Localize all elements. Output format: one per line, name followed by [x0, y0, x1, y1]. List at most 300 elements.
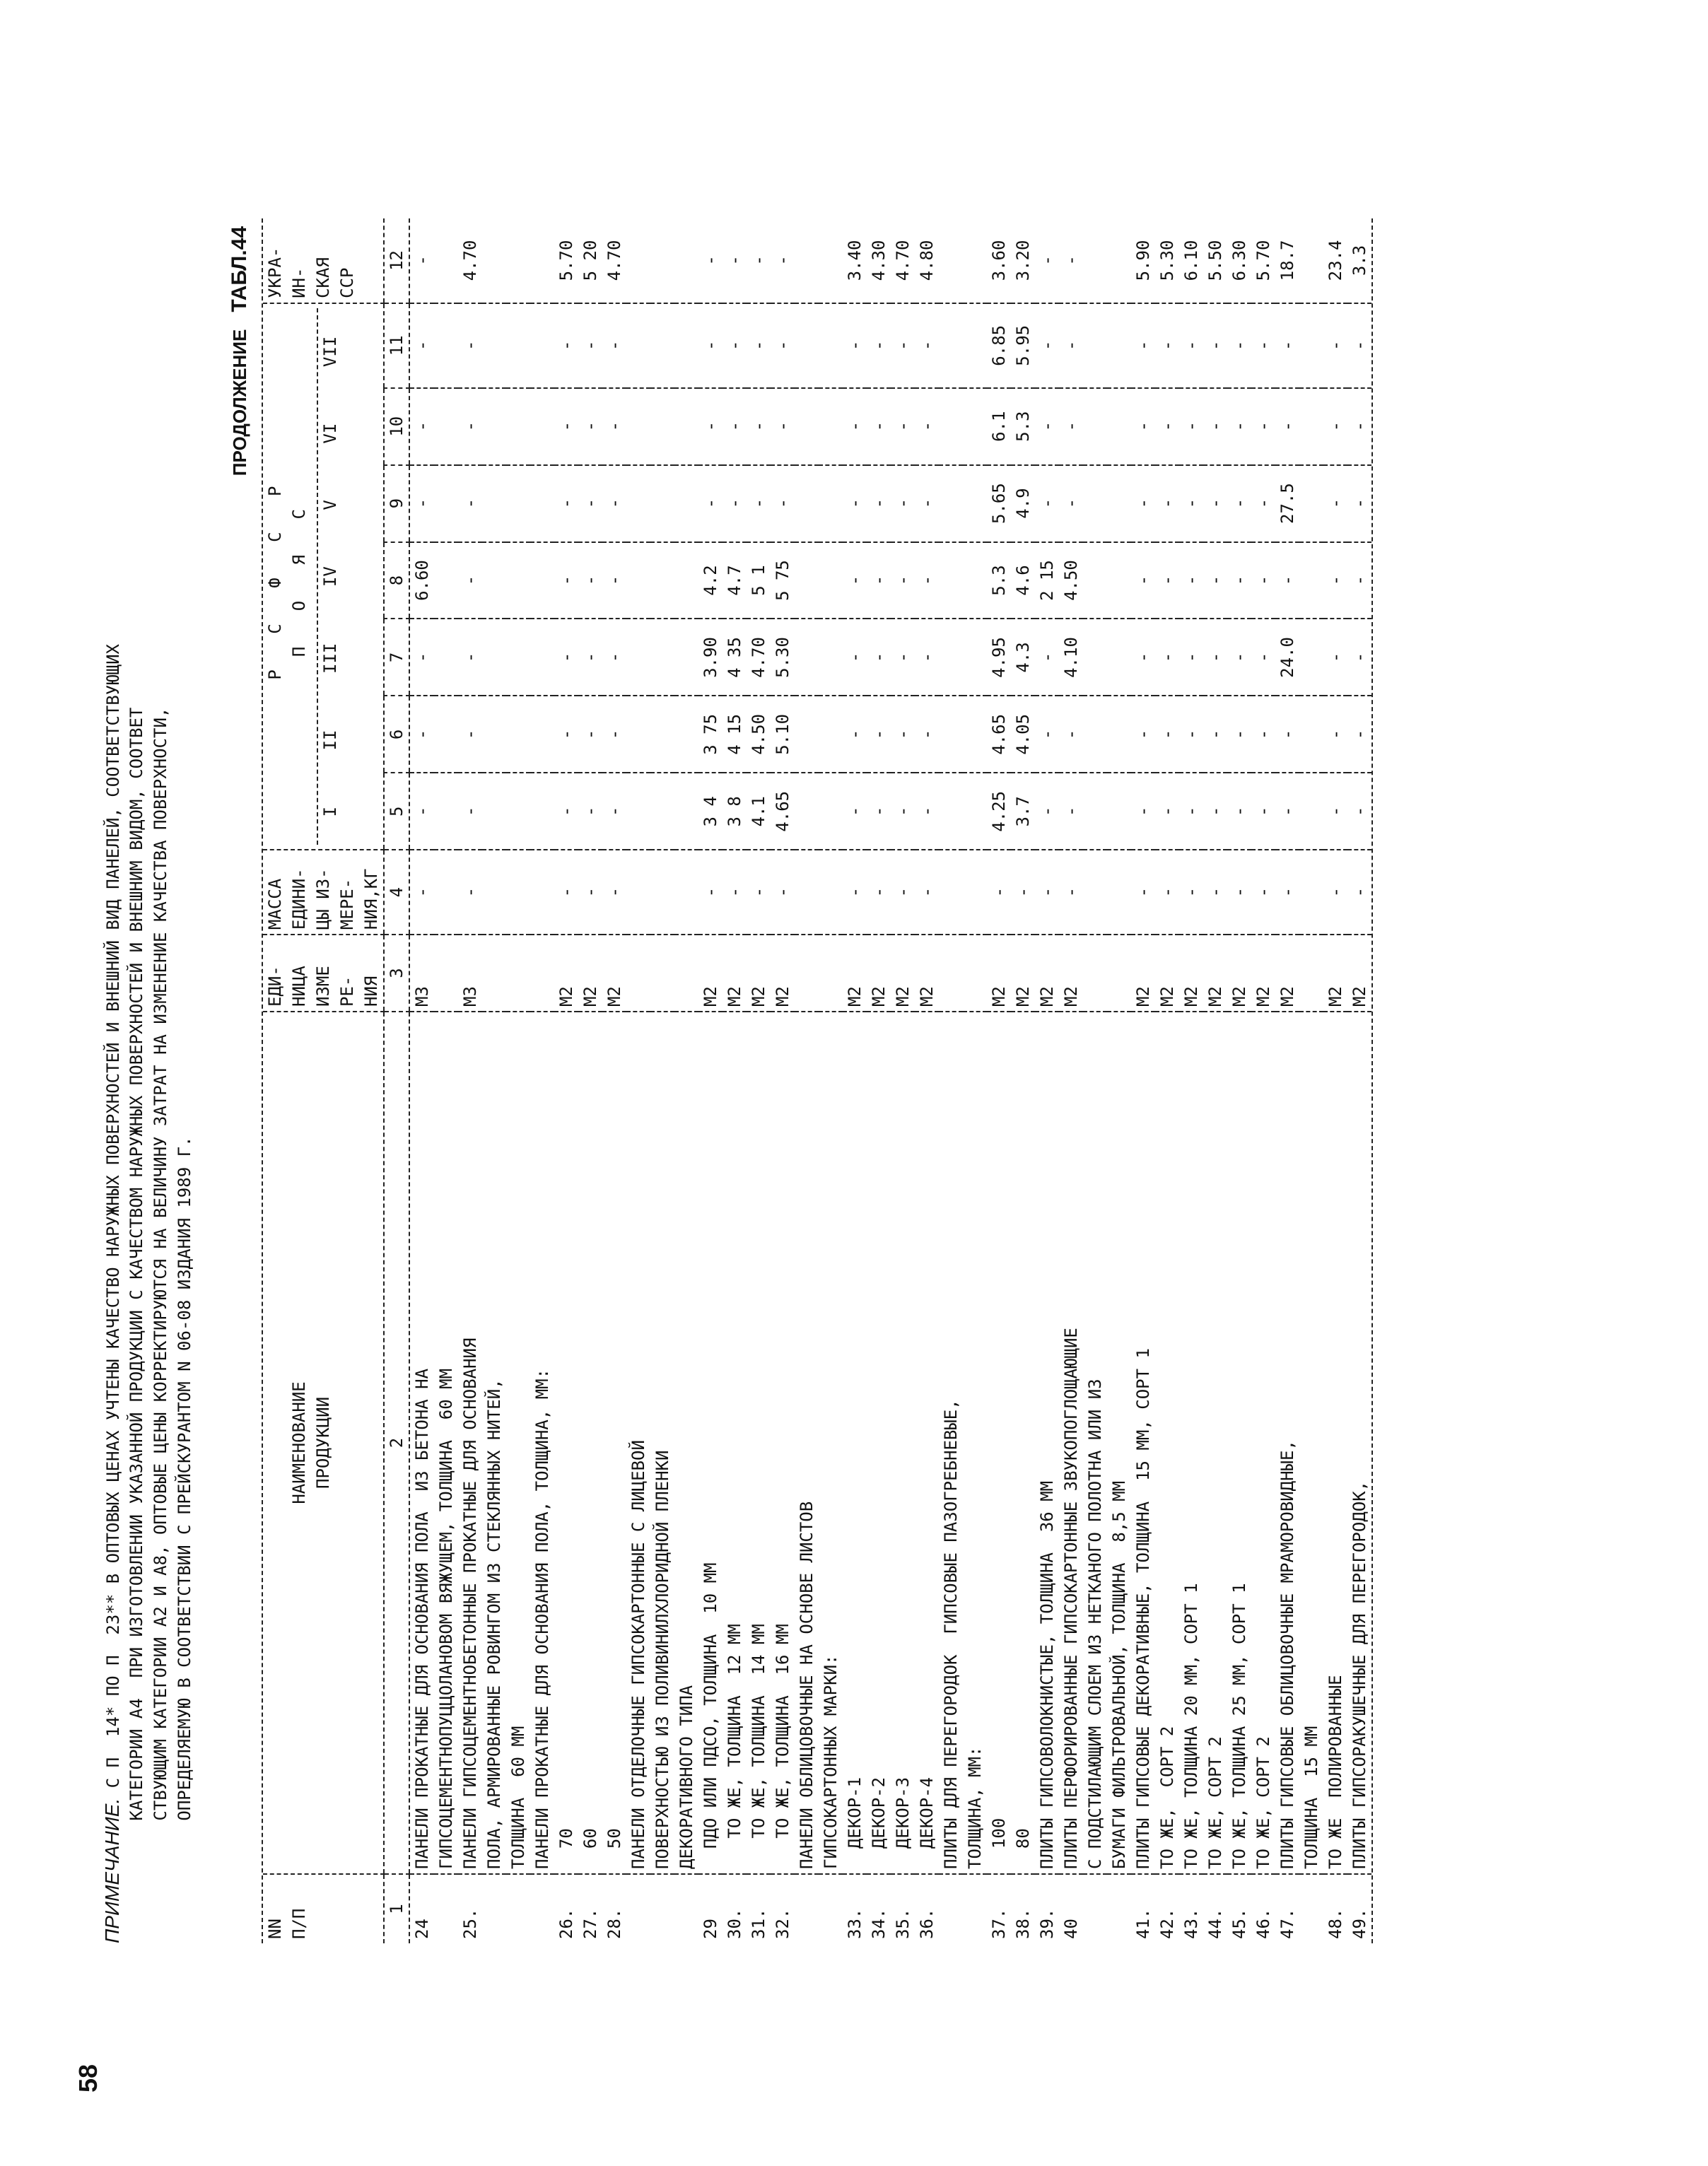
cell-price: - — [1131, 542, 1155, 619]
table-row — [1035, 218, 1059, 1943]
cell-price — [1083, 773, 1107, 850]
cell-price: - — [554, 773, 578, 850]
cell-mass: - — [1251, 850, 1275, 935]
table-row — [482, 218, 506, 1943]
cell-price: - — [1323, 388, 1347, 465]
cell-number — [819, 1874, 843, 1943]
cell-number: 28. — [604, 1908, 624, 1939]
note-label: ПРИМЕЧАНИЕ. — [101, 1798, 123, 1943]
cell-product-name: ДЕКОРАТИВНОГО ТИПА — [674, 1012, 698, 1874]
cell-price: 5.95 — [1011, 303, 1035, 388]
cell-product-name: ПЛИТЫ ДЛЯ ПЕРЕГОРОДОК ГИПСОВЫЕ ПАЗОГРЕБНЕВЫЕ, — [939, 1012, 963, 1874]
cell-unit: М2 — [1275, 935, 1299, 1012]
cell-price: - — [409, 465, 434, 542]
cell-product-name: ПАНЕЛИ ПРОКАТНЫЕ ДЛЯ ОСНОВАНИЯ ПОЛА ИЗ БЕТОНА НА — [409, 1012, 434, 1874]
cell-unit: М2 — [1203, 935, 1227, 1012]
cell-price: 5.70 — [554, 218, 578, 303]
table-row — [1059, 218, 1083, 1943]
table-row — [1323, 218, 1347, 1943]
cell-price: - — [698, 303, 723, 388]
cell-price: - — [915, 465, 939, 542]
cell-price — [482, 303, 506, 388]
cell-price — [650, 542, 674, 619]
cell-price — [650, 696, 674, 773]
cell-price: - — [843, 619, 867, 696]
cell-mass — [506, 850, 530, 935]
cell-unit: М2 — [698, 935, 723, 1012]
cell-price — [506, 696, 530, 773]
cell-mass: - — [1227, 850, 1251, 935]
table-row — [698, 218, 723, 1943]
cell-price: - — [1155, 619, 1179, 696]
cell-price — [434, 218, 458, 303]
cell-price: - — [602, 303, 626, 388]
cell-price: 4.70 — [747, 619, 771, 696]
cell-price — [674, 303, 698, 388]
cell-product-name: ГИПСОЦЕМЕНТНОПУЦЦОЛАНОВОМ ВЯЖУЩЕМ, ТОЛЩИНА 60 ММ — [434, 1012, 458, 1874]
cell-price — [530, 619, 554, 696]
table-row — [795, 218, 819, 1943]
cell-product-name: ТО ЖЕ, ТОЛЩИНА 12 ММ — [723, 1012, 747, 1874]
cell-price — [795, 303, 819, 388]
cell-price — [795, 619, 819, 696]
cell-product-name: С ПОДСТИЛАЮЩИМ СЛОЕМ ИЗ НЕТКАНОГО ПОЛОТНА ИЛИ ИЗ — [1083, 1012, 1107, 1874]
cell-price: 4.95 — [987, 619, 1011, 696]
cell-price — [506, 773, 530, 850]
cell-price: - — [1347, 465, 1371, 542]
cell-product-name: ПАНЕЛИ ГИПСОЦЕМЕНТНОБЕТОННЫЕ ПРОКАТНЫЕ ДЛЯ ОСНОВАНИЯ — [458, 1012, 482, 1874]
cell-price: - — [891, 619, 915, 696]
cell-price: - — [578, 696, 602, 773]
table-body — [409, 218, 1371, 1943]
cell-price: - — [578, 303, 602, 388]
cell-unit — [963, 935, 987, 1012]
cell-unit: М3 — [458, 935, 482, 1012]
cell-product-name: ДЕКОР-1 — [843, 1012, 867, 1874]
cell-price: - — [1203, 388, 1227, 465]
cell-number: 34. — [869, 1908, 889, 1939]
cell-price: 4.2 — [698, 542, 723, 619]
cell-price: - — [1251, 619, 1275, 696]
cell-price: - — [843, 542, 867, 619]
cell-mass — [939, 850, 963, 935]
cell-unit: М2 — [1179, 935, 1203, 1012]
table-row — [1299, 218, 1323, 1943]
table-row — [506, 218, 530, 1943]
cell-product-name: ТО ЖЕ, ТОЛЩИНА 16 ММ — [771, 1012, 795, 1874]
cell-price — [795, 218, 819, 303]
cell-price: - — [458, 773, 482, 850]
cell-price — [1299, 303, 1323, 388]
cell-price: - — [1035, 388, 1059, 465]
cell-price — [530, 218, 554, 303]
cell-price: - — [1227, 619, 1251, 696]
cell-unit — [819, 935, 843, 1012]
cell-price: - — [1131, 303, 1155, 388]
cell-price — [434, 388, 458, 465]
note-paragraph — [100, 105, 197, 1943]
cell-price: - — [1179, 303, 1203, 388]
cell-price: - — [1179, 619, 1203, 696]
cell-price: 4.9 — [1011, 465, 1035, 542]
cell-price: - — [867, 773, 891, 850]
cell-price — [434, 465, 458, 542]
cell-price: - — [1347, 773, 1371, 850]
cell-price: 4 15 — [723, 696, 747, 773]
cell-unit — [1107, 935, 1131, 1012]
cell-price: - — [747, 303, 771, 388]
cell-price: - — [698, 465, 723, 542]
cell-price: - — [1179, 388, 1203, 465]
cell-price — [506, 619, 530, 696]
table-row — [650, 218, 674, 1943]
cell-price: - — [578, 465, 602, 542]
cell-mass: - — [1035, 850, 1059, 935]
cell-price — [482, 465, 506, 542]
cell-number: 49. — [1350, 1908, 1369, 1939]
cell-product-name: ДЕКОР-3 — [891, 1012, 915, 1874]
cell-number: 35. — [893, 1908, 913, 1939]
cell-price: - — [1347, 696, 1371, 773]
cell-price — [963, 542, 987, 619]
cell-price — [530, 465, 554, 542]
cell-price: 5 1 — [747, 542, 771, 619]
cell-mass: - — [747, 850, 771, 935]
cell-price: 5.3 — [1011, 388, 1035, 465]
cell-price — [939, 619, 963, 696]
cell-price — [939, 218, 963, 303]
table-row — [434, 218, 458, 1943]
cell-price: 5 75 — [771, 542, 795, 619]
cell-number — [1107, 1874, 1131, 1943]
cell-price — [674, 619, 698, 696]
cell-product-name: ТОЛЩИНА, ММ: — [963, 1012, 987, 1874]
cell-price: - — [1179, 465, 1203, 542]
col-header-mass: МАССА ЕДИНИ- ЦЫ ИЗ- МЕРЕ- НИЯ,КГ — [263, 850, 384, 935]
cell-price — [819, 619, 843, 696]
cell-mass: - — [891, 850, 915, 935]
cell-price — [1107, 465, 1131, 542]
cell-mass — [530, 850, 554, 935]
cell-number — [650, 1874, 674, 1943]
cell-price: 24.0 — [1275, 619, 1299, 696]
cell-price: - — [1179, 542, 1203, 619]
table-row — [626, 218, 650, 1943]
cell-price: 5.30 — [1155, 218, 1179, 303]
cell-price: 4.30 — [867, 218, 891, 303]
cell-price — [626, 218, 650, 303]
cell-product-name: ТО ЖЕ, СОРТ 2 — [1203, 1012, 1227, 1874]
cell-product-name: ТОЛЩИНА 60 ММ — [506, 1012, 530, 1874]
cell-price: 4.70 — [602, 218, 626, 303]
cell-unit — [434, 935, 458, 1012]
cell-number: 44. — [1205, 1908, 1225, 1939]
cell-unit — [506, 935, 530, 1012]
cell-price: - — [891, 465, 915, 542]
cell-price — [506, 218, 530, 303]
cell-price — [626, 542, 650, 619]
cell-price: - — [723, 388, 747, 465]
cell-unit: М2 — [554, 935, 578, 1012]
cell-price — [819, 388, 843, 465]
cell-product-name: ПДО ИЛИ ПДСО, ТОЛЩИНА 10 ММ — [698, 1012, 723, 1874]
cell-price: 3.7 — [1011, 773, 1035, 850]
cell-number: 33. — [845, 1908, 865, 1939]
cell-price — [939, 388, 963, 465]
cell-price — [650, 388, 674, 465]
cell-number — [482, 1874, 506, 1943]
cell-price: - — [1251, 465, 1275, 542]
cell-price — [434, 303, 458, 388]
cell-unit: М2 — [891, 935, 915, 1012]
cell-price: - — [1275, 388, 1299, 465]
cell-unit — [1299, 935, 1323, 1012]
cell-unit: М2 — [1251, 935, 1275, 1012]
cell-price: 5 20 — [578, 218, 602, 303]
cell-price: - — [1155, 696, 1179, 773]
cell-price — [674, 465, 698, 542]
table-row — [771, 218, 795, 1943]
cell-number: 36. — [917, 1908, 937, 1939]
cell-price — [674, 696, 698, 773]
cell-price — [626, 465, 650, 542]
cell-price — [530, 303, 554, 388]
cell-price: - — [1227, 465, 1251, 542]
note-line: ПРИМЕЧАНИЕ. С П 14* ПО П 23** В ОПТОВЫХ ЦЕНАХ УЧТЕНЫ КАЧЕСТВО НАРУЖНЫХ ПОВЕРХНОСТЕЙ И ВНЕШНИЙ ВИД ПАНЕЛЕЙ, СООТВЕТСТВУЮЩИХ — [101, 644, 123, 1943]
cell-price: - — [458, 619, 482, 696]
cell-unit: М2 — [1131, 935, 1155, 1012]
cell-price: 4.1 — [747, 773, 771, 850]
cell-price — [434, 542, 458, 619]
cell-mass: - — [602, 850, 626, 935]
cell-price: 5.90 — [1131, 218, 1155, 303]
cell-number — [626, 1874, 650, 1943]
cell-price: - — [1323, 303, 1347, 388]
cell-unit: М2 — [1155, 935, 1179, 1012]
cell-price: - — [1347, 619, 1371, 696]
cell-price: - — [554, 542, 578, 619]
cell-price — [626, 773, 650, 850]
cell-number: 32. — [773, 1908, 792, 1939]
cell-product-name: ТОЛЩИНА 15 ММ — [1299, 1012, 1323, 1874]
cell-price — [650, 619, 674, 696]
table-row — [987, 218, 1011, 1943]
cell-mass: - — [458, 850, 482, 935]
cell-price — [939, 696, 963, 773]
cell-unit — [530, 935, 554, 1012]
cell-price: - — [1179, 696, 1203, 773]
table-row — [674, 218, 698, 1943]
cell-price — [1299, 696, 1323, 773]
cell-price: - — [554, 465, 578, 542]
cell-price — [650, 773, 674, 850]
cell-price: - — [578, 542, 602, 619]
cell-price: 6.85 — [987, 303, 1011, 388]
cell-product-name: ДЕКОР-2 — [867, 1012, 891, 1874]
cell-number: 38. — [1013, 1908, 1033, 1939]
cell-price: - — [409, 303, 434, 388]
cell-price — [506, 465, 530, 542]
cell-product-name: ТО ЖЕ, СОРТ 2 — [1155, 1012, 1179, 1874]
cell-price — [482, 218, 506, 303]
cell-price: - — [1203, 773, 1227, 850]
cell-mass — [482, 850, 506, 935]
cell-number: 30. — [725, 1908, 744, 1939]
cell-price: - — [891, 388, 915, 465]
cell-price — [482, 696, 506, 773]
cell-price: 6.60 — [409, 542, 434, 619]
cell-price: 5.30 — [771, 619, 795, 696]
cell-price — [626, 303, 650, 388]
cell-price: - — [867, 465, 891, 542]
table-row — [963, 218, 987, 1943]
cell-unit — [939, 935, 963, 1012]
cell-product-name: ТО ЖЕ ПОЛИРОВАННЫЕ — [1323, 1012, 1347, 1874]
cell-price: - — [1275, 542, 1299, 619]
cell-price: - — [843, 303, 867, 388]
cell-price — [434, 619, 458, 696]
cell-price: - — [458, 542, 482, 619]
cell-price: 2 15 — [1035, 542, 1059, 619]
cell-price — [1107, 218, 1131, 303]
cell-product-name: ГИПСОКАРТОННЫХ МАРКИ: — [819, 1012, 843, 1874]
cell-price: 4.6 — [1011, 542, 1035, 619]
cell-price: - — [1227, 303, 1251, 388]
cell-price: - — [409, 696, 434, 773]
cell-price — [795, 773, 819, 850]
cell-price — [530, 696, 554, 773]
cell-number: 29 — [701, 1919, 720, 1939]
cell-price: - — [1131, 465, 1155, 542]
cell-price — [1299, 465, 1323, 542]
cell-price — [795, 542, 819, 619]
cell-price: - — [843, 773, 867, 850]
cell-price: - — [1347, 542, 1371, 619]
cell-price: - — [554, 388, 578, 465]
cell-price: 5.3 — [987, 542, 1011, 619]
cell-mass: - — [1275, 850, 1299, 935]
cell-mass: - — [1059, 850, 1083, 935]
cell-product-name: ТО ЖЕ, ТОЛЩИНА 25 ММ, СОРТ 1 — [1227, 1012, 1251, 1874]
cell-price: - — [698, 388, 723, 465]
cell-price: - — [578, 388, 602, 465]
cell-price: - — [1203, 465, 1227, 542]
cell-price: - — [1131, 696, 1155, 773]
cell-price: 4.65 — [771, 773, 795, 850]
cell-unit: М3 — [409, 935, 434, 1012]
cell-mass — [819, 850, 843, 935]
cell-price: 4.3 — [1011, 619, 1035, 696]
cell-price — [963, 303, 987, 388]
cell-price: - — [747, 465, 771, 542]
cell-mass: - — [987, 850, 1011, 935]
table-row — [1011, 218, 1035, 1943]
cell-price: - — [867, 696, 891, 773]
cell-price: 27.5 — [1275, 465, 1299, 542]
cell-mass — [963, 850, 987, 935]
cell-product-name: 70 — [554, 1012, 578, 1874]
table-row — [1347, 218, 1371, 1943]
cell-number: 43. — [1181, 1908, 1201, 1939]
cell-price — [1083, 619, 1107, 696]
cell-unit: М2 — [843, 935, 867, 1012]
cell-price: 18.7 — [1275, 218, 1299, 303]
cell-price: - — [915, 388, 939, 465]
cell-number: 41. — [1133, 1908, 1153, 1939]
cell-price: - — [771, 303, 795, 388]
cell-price — [482, 542, 506, 619]
cell-price — [626, 619, 650, 696]
table-row — [458, 218, 482, 1943]
cell-price — [434, 773, 458, 850]
cell-number — [434, 1874, 458, 1943]
cell-product-name: БУМАГИ ФИЛЬТРОВАЛЬНОЙ, ТОЛЩИНА 8,5 ММ — [1107, 1012, 1131, 1874]
cell-price: 4.70 — [458, 218, 482, 303]
cell-price: 3 4 — [698, 773, 723, 850]
table-row — [1155, 218, 1179, 1943]
cell-price: - — [409, 619, 434, 696]
cell-price — [819, 465, 843, 542]
cell-price: - — [458, 696, 482, 773]
col-header-rsfsr — [263, 303, 384, 850]
cell-number: 27. — [580, 1908, 600, 1939]
cell-product-name: ПЛИТЫ ГИПСОВЫЕ ОБЛИЦОВОЧНЫЕ МРАМОРОВИДНЫЕ, — [1275, 1012, 1299, 1874]
cell-price: - — [891, 773, 915, 850]
cell-price: - — [1131, 388, 1155, 465]
cell-price: 6.1 — [987, 388, 1011, 465]
cell-mass — [795, 850, 819, 935]
cell-price: - — [1323, 619, 1347, 696]
cell-mass — [434, 850, 458, 935]
cell-price: 4.80 — [915, 218, 939, 303]
cell-unit — [482, 935, 506, 1012]
cell-price: 5.10 — [771, 696, 795, 773]
cell-product-name: 80 — [1011, 1012, 1035, 1874]
cell-number: 48. — [1326, 1908, 1345, 1939]
cell-product-name: 60 — [578, 1012, 602, 1874]
cell-price: 5.70 — [1251, 218, 1275, 303]
col-header-unit: ЕДИ- НИЦА ИЗМЕ РЕ- НИЯ — [263, 935, 384, 1012]
cell-price: - — [843, 388, 867, 465]
cell-number — [1083, 1874, 1107, 1943]
cell-price: 4.7 — [723, 542, 747, 619]
cell-price: - — [1155, 773, 1179, 850]
cell-price: 4.05 — [1011, 696, 1035, 773]
cell-price: - — [1035, 303, 1059, 388]
cell-price: - — [409, 218, 434, 303]
cell-price — [1299, 218, 1323, 303]
cell-mass: - — [1323, 850, 1347, 935]
cell-price: 4.50 — [1059, 542, 1083, 619]
table-row — [867, 218, 891, 1943]
cell-price: - — [1059, 303, 1083, 388]
cell-mass: - — [915, 850, 939, 935]
cell-number: 31. — [749, 1908, 768, 1939]
cell-price: - — [1251, 303, 1275, 388]
cell-number: 47. — [1277, 1908, 1297, 1939]
cell-price: - — [1155, 542, 1179, 619]
cell-mass: - — [867, 850, 891, 935]
cell-price: - — [867, 542, 891, 619]
note-line: ОПРЕДЕЛЯЕМУЮ В СООТВЕТСТВИИ С ПРЕЙСКУРАНТОМ N 06-08 ИЗДАНИЯ 1989 Г. — [175, 1136, 194, 1943]
cell-product-name: 50 — [602, 1012, 626, 1874]
cell-price — [1299, 773, 1323, 850]
cell-number: 40 — [1061, 1919, 1081, 1939]
cell-unit — [650, 935, 674, 1012]
cell-price — [674, 218, 698, 303]
cell-price — [963, 218, 987, 303]
cell-price — [1107, 542, 1131, 619]
